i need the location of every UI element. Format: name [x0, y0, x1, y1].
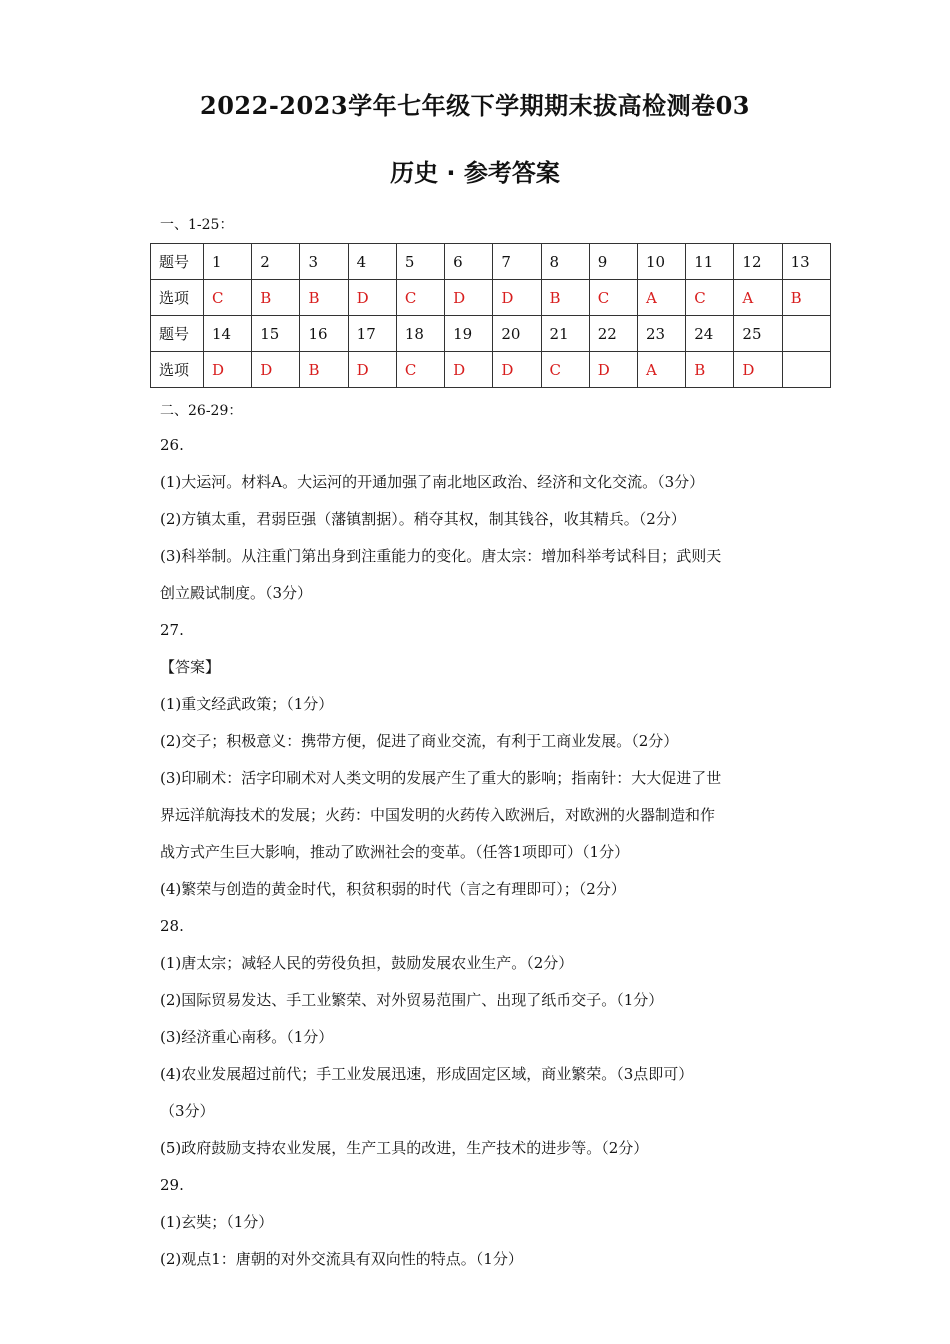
answer-line: (2)观点1：唐朝的对外交流具有双向性的特点。（1分）	[160, 1250, 523, 1268]
answer-cell: C	[541, 352, 589, 388]
question-number-cell: 8	[541, 244, 589, 280]
question-number-cell: 21	[541, 316, 589, 352]
question-number-cell: 10	[637, 244, 685, 280]
answer-cell: B	[300, 280, 348, 316]
question-number-cell: 7	[493, 244, 541, 280]
answer-cell: B	[686, 352, 734, 388]
answer-cell: C	[686, 280, 734, 316]
answer-line: (4)繁荣与创造的黄金时代，积贫积弱的时代（言之有理即可）；（2分）	[160, 880, 626, 898]
answer-line: 27.	[160, 621, 184, 639]
question-number-cell: 2	[252, 244, 300, 280]
question-number-cell: 23	[637, 316, 685, 352]
answer-table	[150, 243, 831, 388]
question-number-cell: 1	[204, 244, 252, 280]
answer-cell: C	[396, 352, 444, 388]
answer-cell: C	[589, 280, 637, 316]
answer-line: 28.	[160, 917, 184, 935]
answer-cell: D	[734, 352, 782, 388]
answer-line: 创立殿试制度。（3分）	[160, 584, 313, 602]
question-number-cell: 24	[686, 316, 734, 352]
answer-cell: D	[348, 280, 396, 316]
answer-line: (1)大运河。材料A。大运河的开通加强了南北地区政治、经济和文化交流。（3分）	[160, 473, 705, 491]
answer-line: (1)重文经武政策；（1分）	[160, 695, 334, 713]
question-number-cell: 17	[348, 316, 396, 352]
question-number-cell: 22	[589, 316, 637, 352]
answer-line: 29.	[160, 1176, 184, 1194]
question-number-cell: 5	[396, 244, 444, 280]
question-number-cell: 4	[348, 244, 396, 280]
question-number-cell	[782, 316, 830, 352]
answer-line: （3分）	[160, 1102, 215, 1120]
answer-cell: D	[252, 352, 300, 388]
answer-line: (3)经济重心南移。（1分）	[160, 1028, 334, 1046]
answer-cell: D	[589, 352, 637, 388]
section-label-essay: 二、26-29：	[160, 403, 243, 419]
question-number-cell: 3	[300, 244, 348, 280]
answer-cell: B	[300, 352, 348, 388]
question-number-cell: 14	[204, 316, 252, 352]
row-header: 题号	[151, 316, 204, 352]
question-number-cell: 12	[734, 244, 782, 280]
answer-cell: D	[445, 280, 493, 316]
answer-cell: C	[204, 280, 252, 316]
answer-line: 界远洋航海技术的发展；火药：中国发明的火药传入欧洲后，对欧洲的火器制造和作	[160, 806, 716, 824]
question-number-cell: 9	[589, 244, 637, 280]
answer-cell: B	[541, 280, 589, 316]
page-title: 2022-2023学年七年级下学期期末拔高检测卷03	[200, 91, 750, 120]
answer-cell: B	[782, 280, 830, 316]
answer-line: (3)科举制。从注重门第出身到注重能力的变化。唐太宗：增加科举考试科目；武则天	[160, 547, 722, 565]
section-label-choice: 一、1-25：	[160, 217, 234, 233]
answer-line: (3)印刷术：活字印刷术对人类文明的发展产生了重大的影响；指南针：大大促进了世	[160, 769, 722, 787]
answer-line: (5)政府鼓励支持农业发展，生产工具的改进，生产技术的进步等。（2分）	[160, 1139, 649, 1157]
question-number-cell: 25	[734, 316, 782, 352]
answer-line: (1)唐太宗；减轻人民的劳役负担，鼓励发展农业生产。（2分）	[160, 954, 574, 972]
answer-line: (2)国际贸易发达、手工业繁荣、对外贸易范围广、出现了纸币交子。（1分）	[160, 991, 664, 1009]
answer-cell: C	[396, 280, 444, 316]
row-header: 题号	[151, 244, 204, 280]
question-number-cell: 16	[300, 316, 348, 352]
question-number-cell: 20	[493, 316, 541, 352]
question-number-cell: 13	[782, 244, 830, 280]
question-number-cell: 18	[396, 316, 444, 352]
answer-row	[151, 280, 831, 316]
answer-cell: D	[493, 352, 541, 388]
answer-line: (2)方镇太重，君弱臣强（藩镇割据）。稍夺其权，制其钱谷，收其精兵。（2分）	[160, 510, 686, 528]
answer-cell: D	[445, 352, 493, 388]
question-number-row	[151, 316, 831, 352]
answer-cell: D	[204, 352, 252, 388]
answer-line: 战方式产生巨大影响，推动了欧洲社会的变革。（任答1项即可）（1分）	[160, 843, 630, 861]
question-number-cell: 6	[445, 244, 493, 280]
question-number-cell: 11	[686, 244, 734, 280]
answer-cell: B	[252, 280, 300, 316]
answer-line: (2)交子；积极意义：携带方便，促进了商业交流，有利于工商业发展。（2分）	[160, 732, 679, 750]
row-header: 选项	[151, 280, 204, 316]
row-header: 选项	[151, 352, 204, 388]
page-subtitle: 历史 · 参考答案	[390, 159, 560, 187]
answer-line: 【答案】	[160, 658, 221, 676]
answer-cell	[782, 352, 830, 388]
answer-cell: A	[637, 280, 685, 316]
answer-line: (1)玄奘；（1分）	[160, 1213, 274, 1231]
answer-cell: A	[734, 280, 782, 316]
answer-row	[151, 352, 831, 388]
question-number-row	[151, 244, 831, 280]
answer-line: (4)农业发展超过前代；手工业发展迅速，形成固定区域，商业繁荣。（3点即可）	[160, 1065, 694, 1083]
answer-cell: A	[637, 352, 685, 388]
answer-cell: D	[493, 280, 541, 316]
answer-cell: D	[348, 352, 396, 388]
question-number-cell: 15	[252, 316, 300, 352]
answer-line: 26.	[160, 436, 184, 454]
question-number-cell: 19	[445, 316, 493, 352]
